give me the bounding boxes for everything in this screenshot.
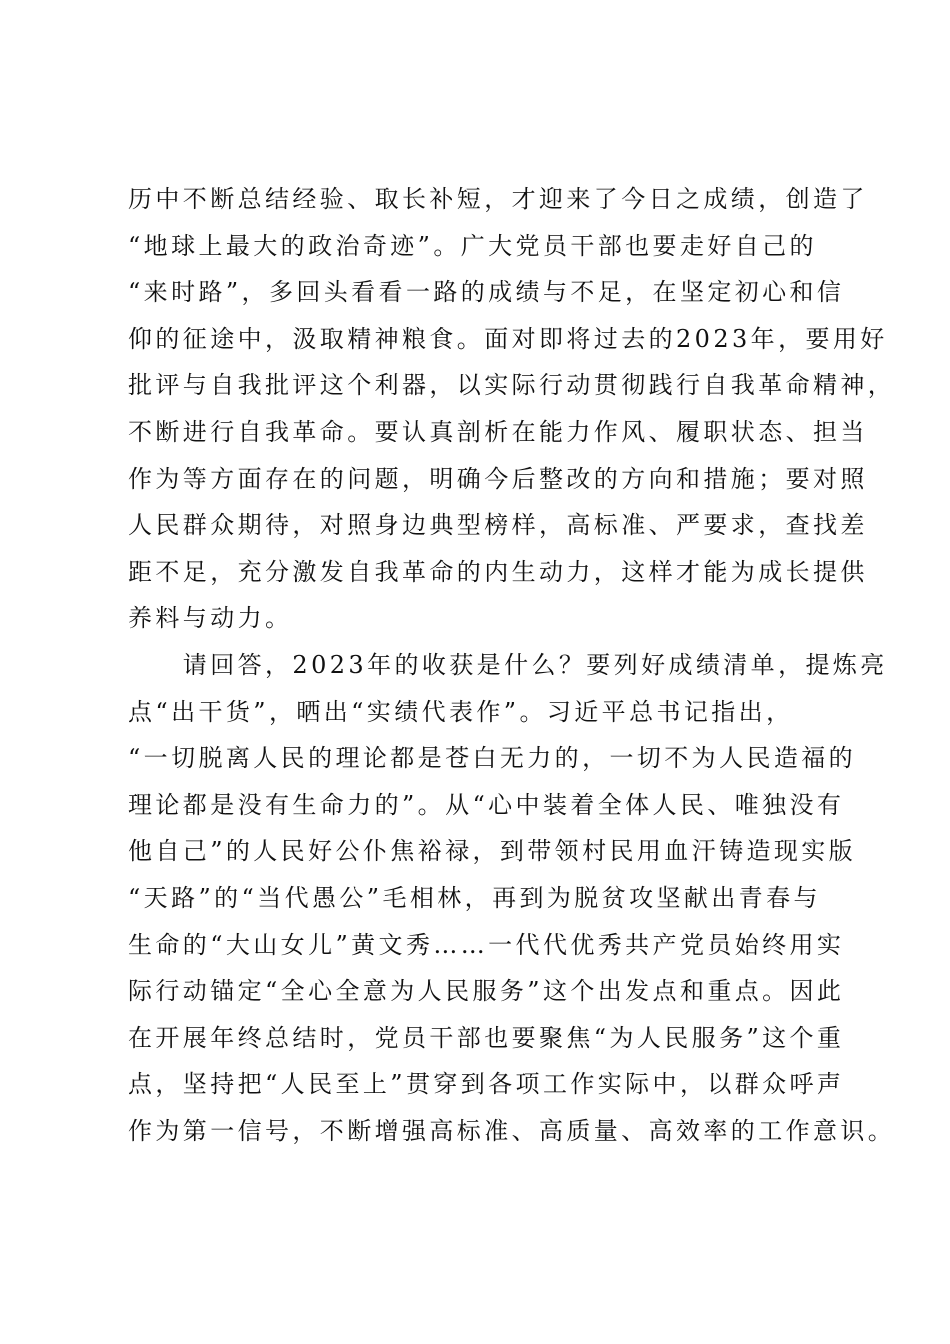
text-line: 批评与自我批评这个利器，以实际行动贯彻践行自我革命精神， — [128, 371, 896, 400]
text-line: 理论都是没有生命力的”。从“心中装着全体人民、唯独没有 — [128, 790, 845, 819]
paragraph-2 — [128, 642, 896, 1155]
text-line: 点，坚持把“人民至上”贯穿到各项工作实际中，以群众呼声 — [128, 1070, 845, 1099]
text-line: 不断进行自我革命。要认真剖析在能力作风、履职状态、担当 — [128, 417, 868, 446]
text-line: “一切脱离人民的理论都是苍白无力的，一切不为人民造福的 — [128, 744, 857, 773]
text-line: 际行动锚定“全心全意为人民服务”这个出发点和重点。因此 — [128, 977, 845, 1006]
text-line: 作为等方面存在的问题，明确今后整改的方向和措施；要对照 — [128, 464, 868, 493]
text-line: “地球上最大的政治奇迹”。广大党员干部也要走好自己的 — [128, 231, 817, 260]
text-line: 在开展年终总结时，党员干部也要聚焦“为人民服务”这个重 — [128, 1023, 845, 1052]
text-line: 仰的征途中，汲取精神粮食。面对即将过去的2023年，要用好 — [128, 324, 888, 353]
text-line: 历中不断总结经验、取长补短，才迎来了今日之成绩，创造了 — [128, 185, 868, 213]
text-line: 点“出干货”，晒出“实绩代表作”。习近平总书记指出， — [128, 697, 794, 726]
text-line: 请回答，2023年的收获是什么？要列好成绩清单，提炼亮 — [128, 651, 888, 679]
text-line: 人民群众期待，对照身边典型榜样，高标准、严要求，查找差 — [128, 511, 868, 540]
text-line: 养料与动力。 — [128, 604, 293, 633]
text-line: 距不足，充分激发自我革命的内生动力，这样才能为成长提供 — [128, 557, 868, 586]
paragraph-1 — [128, 176, 896, 642]
text-line: “来时路”，多回头看看一路的成绩与不足，在坚定初心和信 — [128, 278, 845, 307]
text-line: 他自己”的人民好公仆焦裕禄，到带领村民用血汗铸造现实版 — [128, 837, 857, 866]
text-line: “天路”的“当代愚公”毛相林，再到为脱贫攻坚献出青春与 — [128, 883, 821, 912]
text-line: 生命的“大山女儿”黄文秀……一代代优秀共产党员始终用实 — [128, 930, 845, 959]
text-line: 作为第一信号，不断增强高标准、高质量、高效率的工作意识。 — [128, 1116, 896, 1145]
